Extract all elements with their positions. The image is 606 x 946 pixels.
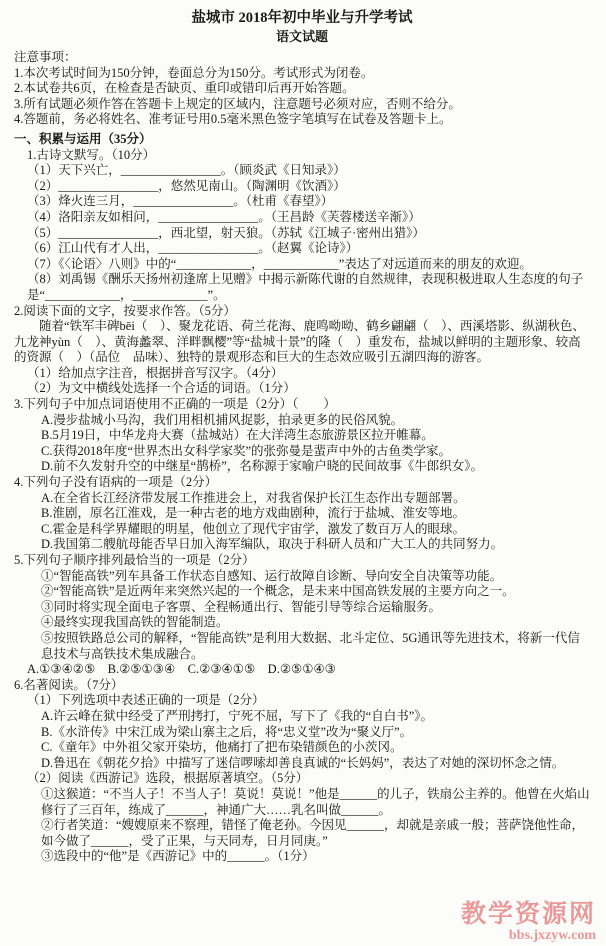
q1-item: （8）刘禹锡《酬乐天扬州初逢席上见赠》中揭示新陈代谢的自然规律，表现积极进取人生态度的句子是“____________，____________”。 [27, 272, 584, 302]
q4-option: B.淮剧，原名江淮戏，是一种古老的地方戏曲剧种，流行于盐城、淮安等地。 [41, 506, 465, 521]
q6-part2-item: ①这猴道：“不当人子！不当人子！莫说！莫说！”他是______的儿子，铁扇公主养的。他曾在火焰山修行了三百年，练成了______，神通广大……乳名叫做______。 [41, 786, 590, 817]
q4-option: C.霍金是科学界耀眼的明星，他创立了现代宇宙学，激发了数百万人的眼球。 [41, 521, 465, 536]
notice-item: 1.本次考试时间为150分钟，卷面总分为150分。考试形式为闭卷。 [14, 65, 374, 80]
q2-task: （2）为文中横线处选择一个合适的词语。（1分） [27, 381, 296, 396]
q4-option: D.我国第二艘航母能否早日加入海军编队，取决于科研人员和广大工人的共同努力。 [41, 537, 504, 552]
notice-item: 2.本试卷共6页，在检查是否缺页、重印或错印后再开始答题。 [14, 81, 355, 96]
notice-item: 4.答题前，务必将姓名、准考证号用0.5毫米黑色签字笔填写在试卷及答题卡上。 [14, 112, 452, 127]
q6-part1-stem: （1）下列选项中表述正确的一项是（2分） [27, 693, 265, 708]
q5-choices: A.①③④②⑤ B.②⑤①③④ C.②③④①⑤ D.②⑤①④③ [27, 662, 336, 677]
q2-stem: 2.阅读下面的文字，按要求作答。（5分） [14, 303, 236, 318]
q6-part1-option: C.《童年》中外祖父家开染坊，他痛打了把布染错颜色的小茨冈。 [41, 740, 403, 755]
paper-subtitle: 语文试题 [275, 29, 328, 44]
q1-item: （4）洛阳亲友如相问，________________。（王昌龄《芙蓉楼送辛渐》） [27, 209, 421, 224]
q4-option: A.在全省长江经济带发展工作推进会上，对我省保护长江生态作出专题部署。 [41, 490, 466, 505]
q6-part1-option: B.《水浒传》中宋江成为梁山寨主之后，将“忠义堂”改为“聚义厅”。 [41, 724, 413, 739]
q3-stem: 3.下列句子中加点词语使用不正确的一项是（2分）（ ） [14, 397, 336, 412]
q5-sentence: ③同时将实现全面电子客票、全程畅通出行、智能引导等综合运输服务。 [41, 599, 442, 614]
watermark-site-name: 教学资源网 [460, 901, 596, 928]
q6-part1-option: D.鲁迅在《朝花夕拾》中描写了迷信啰嗦却善良真诚的“长妈妈”，表达了对她的深切怀念之情。 [41, 755, 565, 770]
q1-item: （3）烽火连三月，________________。（杜甫《春望》） [27, 194, 334, 209]
q1-item: （6）江山代有才人出，________________。（赵翼《论诗》） [27, 241, 359, 256]
q3-option: D.前不久发射升空的中继星“鹊桥”，名称源于家喻户晓的民间故事《牛郎织女》。 [41, 459, 483, 474]
q6-part1-option: A.许云峰在狱中经受了严刑拷打，宁死不屈，写下了《我的“自白书”》。 [41, 708, 433, 723]
q5-stem: 5.下列句子顺序排列最恰当的一项是（2分） [14, 553, 255, 567]
watermark [461, 902, 596, 944]
q3-option: A.漫步盐城小马沟，我们用相机捕风捉影，拍录更多的民俗风貌。 [41, 412, 404, 427]
q4-stem: 4.下列句子没有语病的一项是（2分） [14, 475, 218, 490]
q2-passage: 随着“铁军丰碑bēi（ ）、聚龙花语、荷兰花海、鹿鸣呦呦、鹤乡翩翩（ ）、西溪塔影、纵湖秋色、九龙神yùn（ ）、黄海蠡翠、洋畔飘樱”等“盐城十景”的隆（ ）重发布，盐城以鲜明的主题形象、较高的资源（ ）（品位 品味）、独特的景观形态和巨大的生态效应吸引五湖四海的游客。 [14, 319, 585, 365]
q1-item: （7）《〈论语〉八则》中的“____________，____________”表达了对远道而来的朋友的欢迎。 [27, 256, 532, 271]
q3-option: C.获得2018年度“世界杰出女科学家奖”的张弥曼是蜚声中外的古鱼类学家。 [41, 443, 452, 458]
q1-item: （1）天下兴亡，________________。（顾炎武《日知录》） [27, 163, 346, 178]
q5-sentence: ④最终实现我国高铁的智能制造。 [41, 615, 229, 630]
q5-sentence: ②“智能高铁”是近两年来突然兴起的一个概念，是未来中国高铁发展的主要方向之一。 [41, 584, 515, 599]
q6-part2-item: ③选段中的“他”是《西游记》中的______。（1分） [41, 849, 315, 864]
q3-option: B.5月19日，中华龙舟大赛（盐城站）在大洋湾生态旅游景区拉开帷幕。 [41, 428, 434, 443]
q6-stem: 6.名著阅读。（7分） [14, 677, 124, 692]
section-heading: 一、积累与运用（35分） [14, 131, 152, 146]
watermark-url: bbs.jxzyw.com [508, 928, 596, 943]
paper-title: 盐城市 2018年初中毕业与升学考试 [191, 10, 413, 26]
q6-part2-item: ②行者笑道：“嫂嫂原来不察理，错怪了俺老孙。今因见______，却就是亲戚一般；菩萨饶他性命，如今做了______，受了正果，与天同寿，日月同庚。” [41, 818, 585, 848]
q5-sentence: ⑤按照铁路总公司的解释，“智能高铁”是利用大数据、北斗定位、5G通讯等先进技术，将新一代信息技术与高铁技术集成融合。 [41, 630, 580, 661]
notice-heading: 注意事项： [14, 50, 77, 64]
q6-part2-stem: （2）阅读《西游记》选段，根据原著填空。（5分） [27, 771, 309, 786]
q1-stem: 1.古诗文默写。（10分） [27, 147, 156, 162]
q1-item: （5）________________，西北望，射天狼。（苏轼《江城子·密州出猎》） [27, 225, 425, 240]
q5-sentence: ①“智能高铁”列车具备工作状态自感知、运行故障自诊断、导向安全自决策等功能。 [41, 568, 503, 583]
notice-item: 3.所有试题必须作答在答题卡上规定的区域内，注意题号必须对应，否则不给分。 [14, 96, 461, 111]
q1-item: （2）________________，悠然见南山。（陶渊明《饮酒》） [27, 178, 346, 193]
q2-task: （1）给加点字注音，根据拼音写汉字。（4分） [27, 365, 284, 380]
